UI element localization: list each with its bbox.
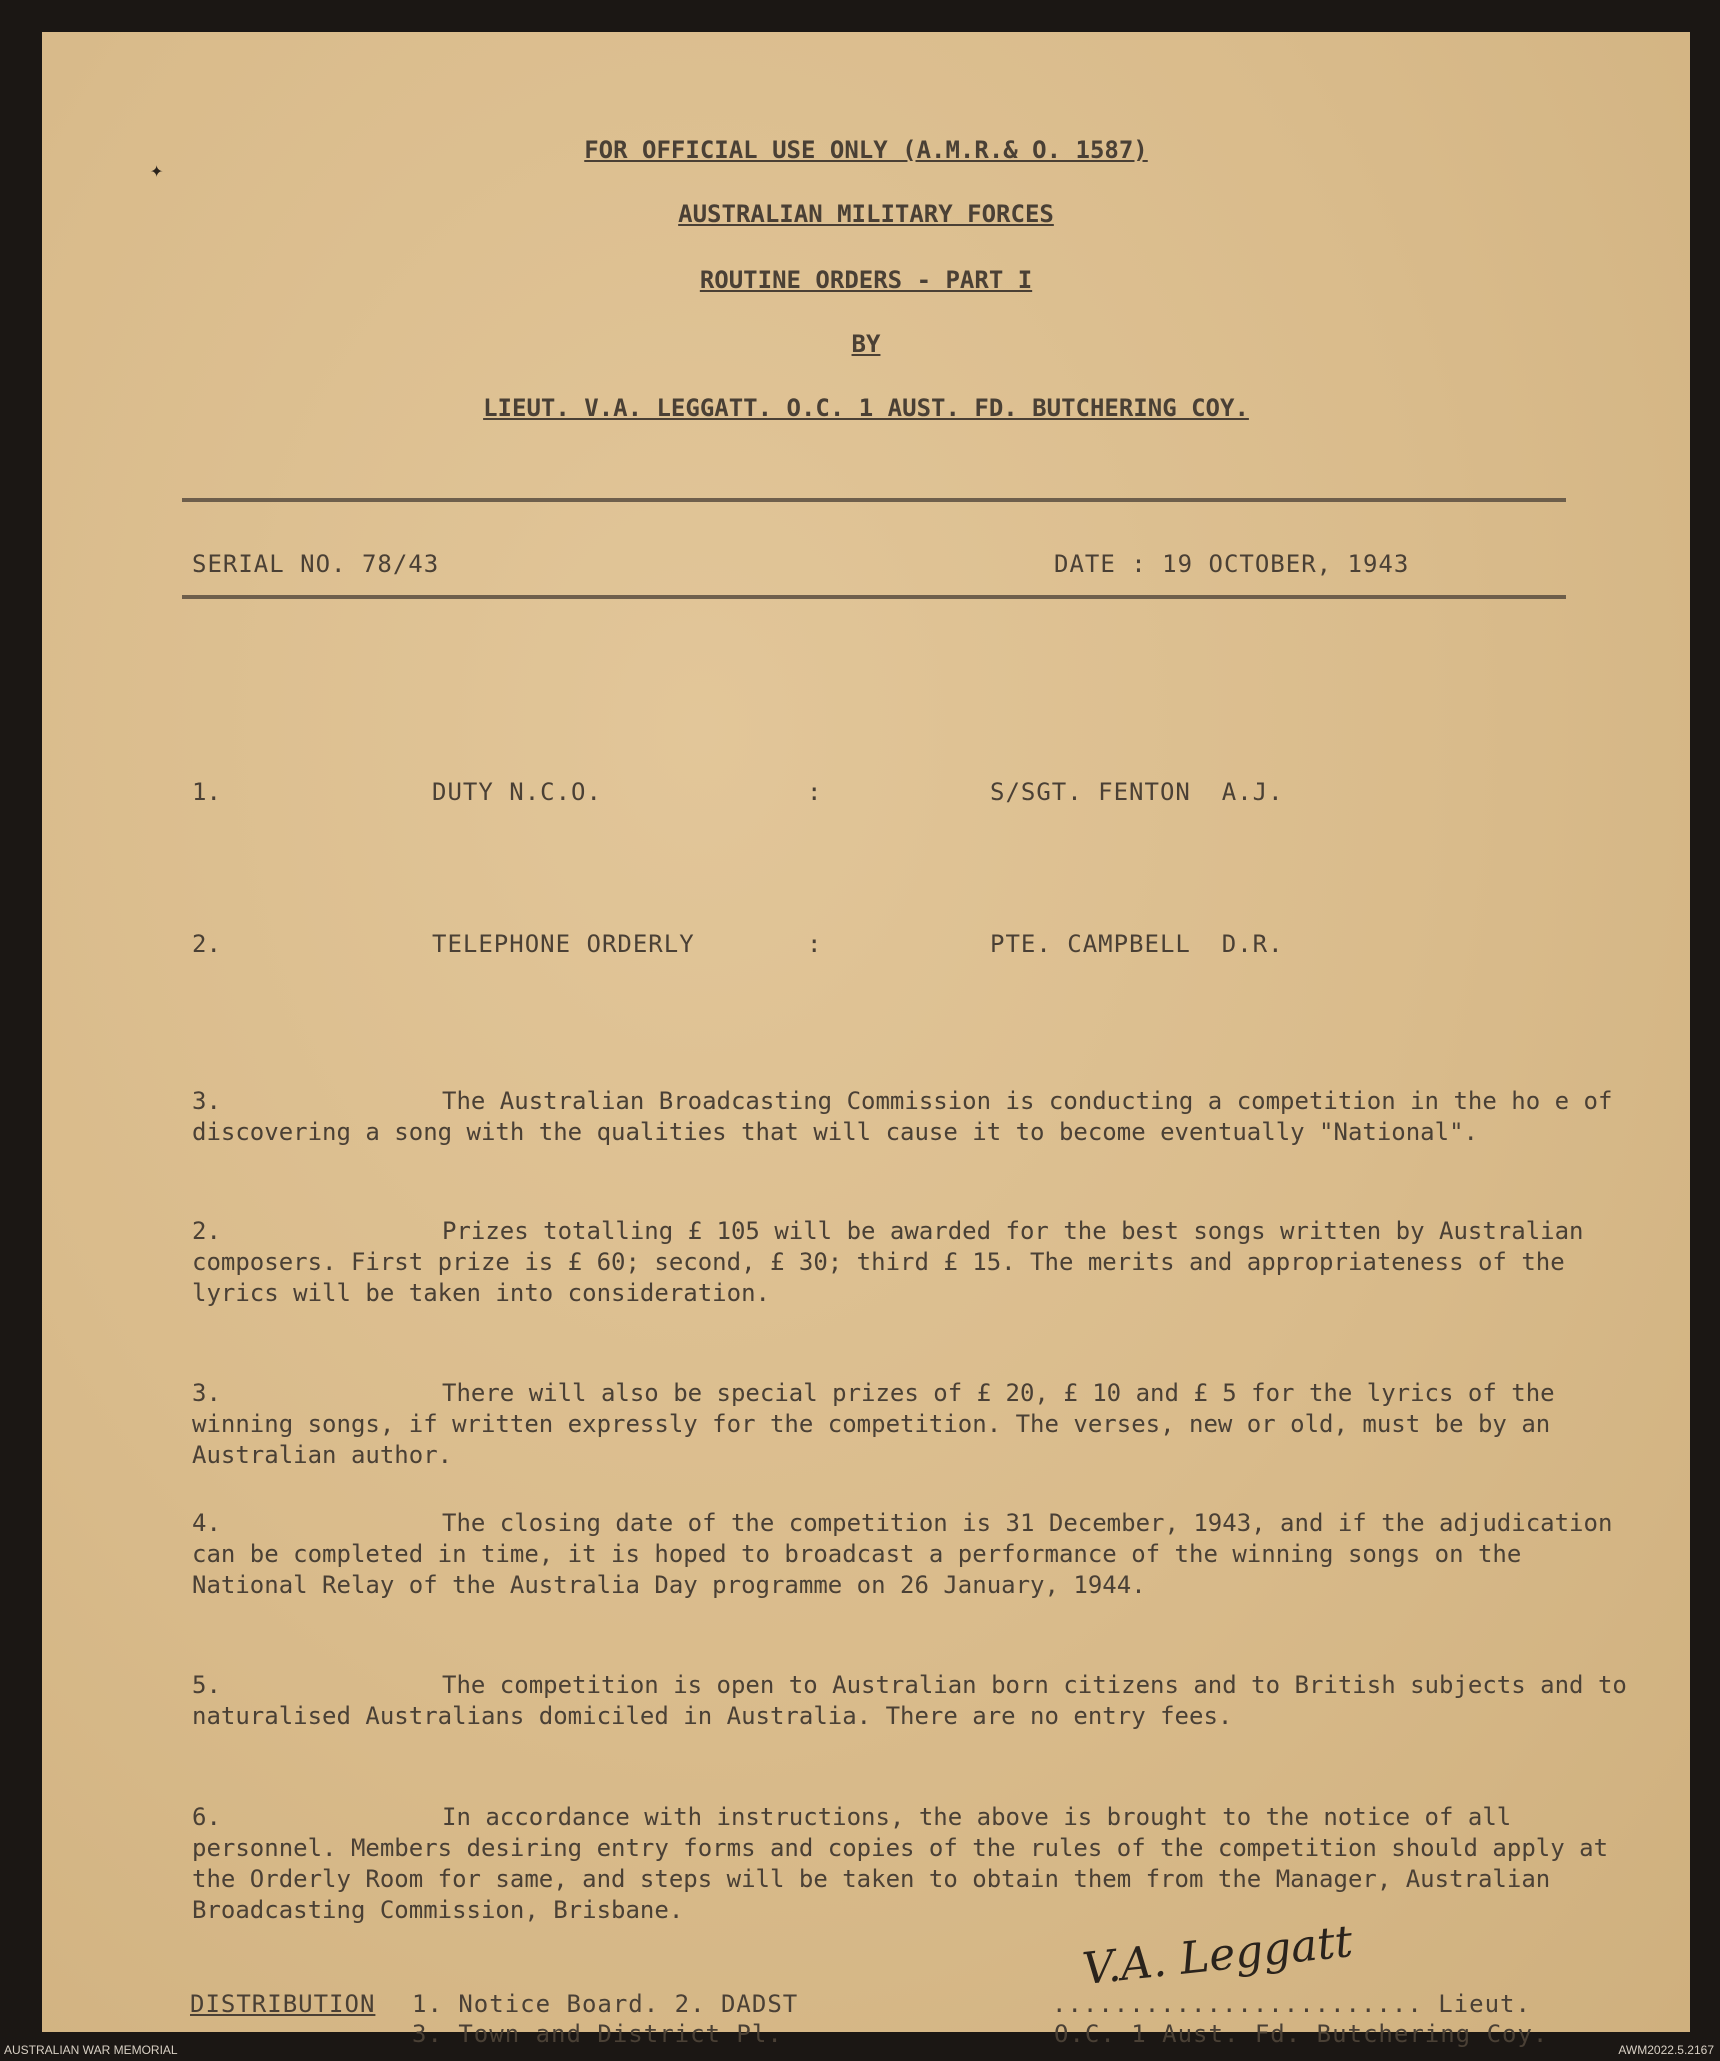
document-sheet xyxy=(42,32,1690,2048)
rule-top xyxy=(182,498,1566,502)
signature-line: ........................ Lieut. xyxy=(1052,1990,1531,2018)
header-issuer: LIEUT. V.A. LEGGATT. O.C. 1 AUST. FD. BUTCHERING COY. xyxy=(483,394,1249,422)
header-routine-orders: ROUTINE ORDERS - PART I xyxy=(699,266,1033,294)
paragraph-text: In accordance with instructions, the above is brought to the notice of all personnel. Members desiring entry forms and copies of the rules of the competition should apply at the Orderly Room for same, and steps will be taken to obtain them from the Manager, Australian Broadcasting Commission, Brisbane. xyxy=(192,1803,1609,1924)
duty-role: DUTY N.C.O. xyxy=(432,778,602,806)
distribution-line: 1. Notice Board. 2. DADST xyxy=(412,1990,799,2018)
paragraph-text: The Australian Broadcasting Commission is conducting a competition in the ho e of discovering a song with the qualities that will cause it to become eventually "National". xyxy=(192,1087,1613,1146)
serial-number: SERIAL NO. 78/43 xyxy=(192,550,440,578)
paragraph xyxy=(192,1802,1632,1926)
order-date: DATE : 19 OCTOBER, 1943 xyxy=(1054,550,1410,578)
duty-sep: : xyxy=(807,778,823,806)
paragraph xyxy=(192,1378,1632,1471)
rule-bottom xyxy=(182,595,1566,599)
duty-sep: : xyxy=(807,930,823,958)
paragraph-number: 2. xyxy=(192,1217,221,1245)
paragraph-number: 4. xyxy=(192,1509,221,1537)
paragraph-number: 3. xyxy=(192,1087,221,1115)
paragraph-text: There will also be special prizes of £ 20, £ 10 and £ 5 for the lyrics of the winning songs, if written expressly for the competition. The verses, new or old, must be by an Australian author. xyxy=(192,1379,1555,1469)
duty-number: 2. xyxy=(192,930,221,958)
paragraph-text: The competition is open to Australian born citizens and to British subjects and to naturalised Australians domiciled in Australia. There are no entry fees. xyxy=(192,1671,1627,1730)
footer-accession: AWM2022.5.2167 xyxy=(1618,2043,1714,2057)
distribution-line: 3. Town and District Pl. xyxy=(412,2020,783,2048)
distribution-label: DISTRIBUTION xyxy=(190,1990,376,2018)
header-forces: AUSTRALIAN MILITARY FORCES xyxy=(678,200,1054,228)
paragraph-text: The closing date of the competition is 31 December, 1943, and if the adjudication can be completed in time, it is hoped to broadcast a performance of the winning songs on the National Relay of the Australia Day programme on 26 January, 1944. xyxy=(192,1509,1613,1599)
paragraph xyxy=(192,1216,1632,1309)
header-by: BY xyxy=(851,330,881,358)
paragraph xyxy=(192,1086,1632,1148)
paragraph xyxy=(192,1670,1632,1732)
paragraph-number: 6. xyxy=(192,1803,221,1831)
footer-institution: AUSTRALIAN WAR MEMORIAL xyxy=(4,2043,178,2057)
header-official-use: FOR OFFICIAL USE ONLY (A.M.R.& O. 1587) xyxy=(584,136,1148,164)
paragraph-number: 5. xyxy=(192,1671,221,1699)
paragraph xyxy=(192,1508,1632,1601)
duty-number: 1. xyxy=(192,778,221,806)
duty-name: S/SGT. FENTON A.J. xyxy=(990,778,1284,806)
paragraph-text: Prizes totalling £ 105 will be awarded for the best songs written by Australian composers. First prize is £ 60; second, £ 30; third £ 15. The merits and appropriateness of the lyrics will be taken into consideration. xyxy=(192,1217,1584,1307)
ink-mark: ✦ xyxy=(150,158,164,183)
paragraph-number: 3. xyxy=(192,1379,221,1407)
duty-name: PTE. CAMPBELL D.R. xyxy=(990,930,1284,958)
duty-role: TELEPHONE ORDERLY xyxy=(432,930,695,958)
signature-title: O.C. 1 Aust. Fd. Butchering Coy. xyxy=(1054,2020,1549,2048)
handwritten-signature: V.A. Leggatt xyxy=(1080,1915,1355,1996)
